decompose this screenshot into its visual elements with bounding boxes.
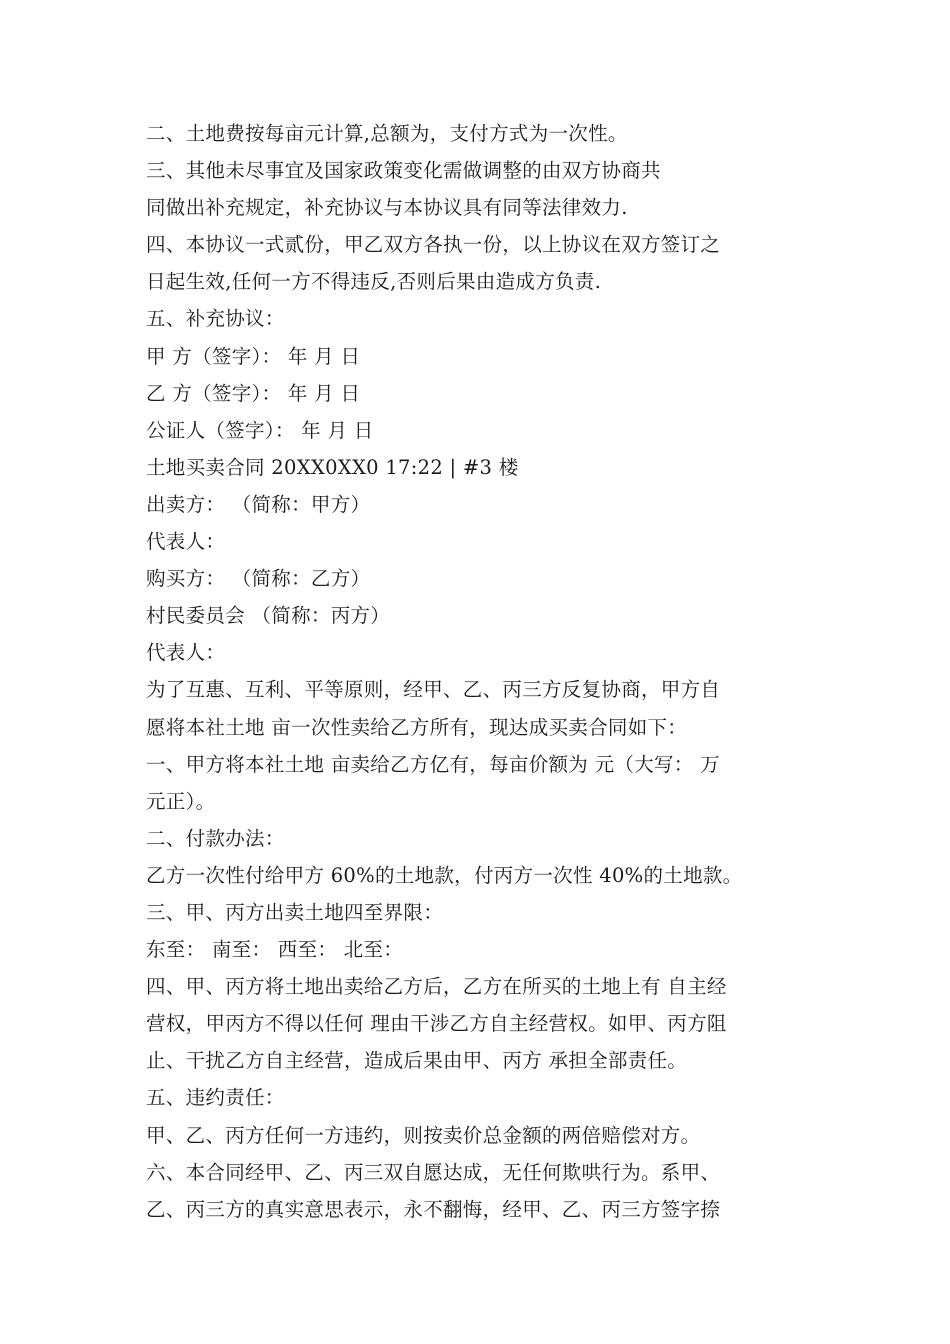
text-line: 四、甲、丙方将土地出卖给乙方后，乙方在所买的土地上有 自主经 [146, 975, 727, 999]
text-line: 乙、丙三方的真实意思表示，永不翻悔，经甲、乙、丙三方签字捺 [146, 1197, 721, 1221]
representative-line: 代表人： [146, 641, 226, 665]
text-line: 同做出补充规定，补充协议与本协议具有同等法律效力. [146, 196, 628, 220]
boundary-line: 东至： 南至： 西至： 北至： [146, 938, 404, 962]
buyer-line: 购买方： （简称：乙方） [146, 567, 371, 591]
text-line: 为了互惠、互利、平等原则，经甲、乙、丙三方反复协商，甲方自 [146, 678, 721, 702]
text-line: 甲、乙、丙方任何一方违约，则按卖价总金额的两倍赔偿对方。 [146, 1123, 701, 1147]
section-heading: 五、补充协议： [146, 307, 285, 331]
signature-line-party-b: 乙 方（签字）： 年 月 日 [146, 381, 361, 405]
text-line: 营权，甲丙方不得以任何 理由干涉乙方自主经营权。如甲、丙方阻 [146, 1012, 727, 1036]
section-heading: 三、甲、丙方出卖土地四至界限： [146, 900, 444, 924]
text-line: 二、土地费按每亩元计算,总额为，支付方式为一次性。 [146, 122, 628, 145]
contract-title-line: 土地买卖合同 20XX0XX0 17:22 | #3 楼 [146, 455, 519, 479]
signature-line-notary: 公证人（签字）： 年 月 日 [146, 418, 374, 442]
signature-line-party-a: 甲 方（签字）： 年 月 日 [146, 344, 361, 368]
text-line: 乙方一次性付给甲方 60%的土地款，付丙方一次性 40%的土地款。 [146, 863, 743, 887]
text-line: 元正）。 [146, 789, 216, 813]
section-heading: 五、违约责任： [146, 1086, 285, 1110]
text-line: 四、本协议一式贰份，甲乙双方各执一份，以上协议在双方签订之 [146, 233, 721, 257]
seller-line: 出卖方： （简称：甲方） [146, 492, 371, 516]
section-heading: 二、付款办法： [146, 826, 285, 850]
text-line: 一、甲方将本社土地 亩卖给乙方亿有，每亩价额为 元（大写： 万 [146, 752, 720, 776]
village-committee-line: 村民委员会 （简称：丙方） [146, 604, 391, 628]
representative-line: 代表人： [146, 530, 226, 554]
document-body [146, 115, 816, 1228]
text-line: 愿将本社土地 亩一次性卖给乙方所有，现达成买卖合同如下： [146, 715, 688, 739]
text-line: 三、其他未尽事宜及国家政策变化需做调整的由双方协商共 [146, 159, 661, 183]
text-line: 六、本合同经甲、乙、丙三双自愿达成，无任何欺哄行为。系甲、 [146, 1160, 721, 1184]
text-line: 止、干扰乙方自主经营，造成后果由甲、丙方 承担全部责任。 [146, 1049, 688, 1073]
text-line: 日起生效,任何一方不得违反,否则后果由造成方负责. [146, 270, 602, 294]
